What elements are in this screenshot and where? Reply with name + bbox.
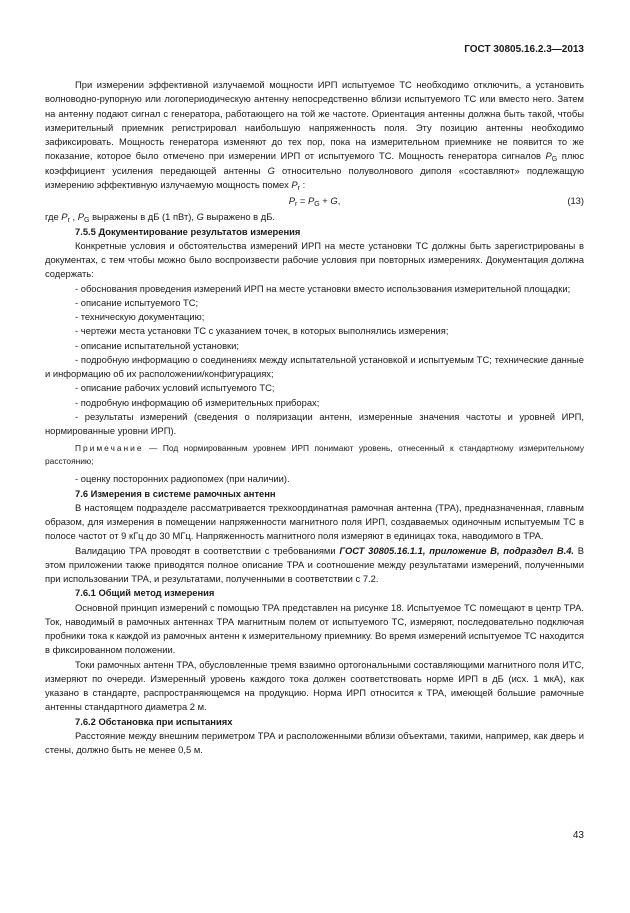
- equation-13: [45, 194, 584, 208]
- equation-where: где $P_r$ , $P_G$ выражены в дБ (1 пВт), G выражено в дБ.: [45, 211, 275, 225]
- list-item: - чертежи места установки ТС с указанием точек, в которых выполнялись измерения;: [75, 325, 449, 337]
- paragraph-7-6-b: Валидацию ТРА проводят в соответствии с требованиями ГОСТ 30805.16.1.1, приложение В, подраздел В.4. В этом приложении также приводятся полное описание ТРА и соотношение между результатами измерений, полученными при использовании ТРА, и результатами, полученными в соответствии с 7.2.: [45, 544, 585, 584]
- paragraph-7-6-a: В настоящем подразделе рассматривается трехкоординатная рамочная антенна (ТРА), предназначенная, главным образом, для измерения в помещении напряженности магнитного поля ИРП, создаваемых одиночным испытуемым ТС в полосе частот от 9 кГц до 30 МГц. Напряженность магнитного поля измеряют в единицах тока, наводимого в ТРА.: [45, 501, 584, 542]
- page-number: 43: [572, 830, 584, 841]
- list-item: - техническую документацию;: [75, 311, 205, 322]
- paragraph-7-6-2: Расстояние между внешним периметром ТРА и расположенными вблизи объектами, такими, например, как дверь и стены, должно быть не менее 0,5 м.: [45, 729, 584, 755]
- paragraph-7-5-5: Конкретные условия и обстоятельства измерений ИРП на месте установки ТС должны быть зарегистрированы в документах, с тем чтобы можно было воспроизвести рабочие условия при повторных измерениях. Документация должна содержать:: [45, 239, 584, 280]
- list-item: - результаты измерений (сведения о поляризации антенн, измеренные значения частоты и уровней ИРП, нормированные уровни ИРП).: [45, 410, 584, 436]
- document-body: [45, 78, 584, 757]
- paragraph-7-6-1-b: Токи рамочных антенн ТРА, обусловленные тремя взаимно ортогональными составляющими магнитного поля ИТС, измеряют по очереди. Измеренный уровень каждого тока должен соответствовать норме ИРП в дБ (исх. 1 мкА), как указано в стандарте, распространяющемся на продукцию. Норма ИРП относится к ТРА, имеющей большие рамочные антенны стандартного диаметра 2 м.: [45, 658, 584, 713]
- equation-number: (13): [567, 195, 584, 206]
- equation-body: $P_r = P_G + G$,: [288, 195, 341, 208]
- document-page: [45, 0, 584, 913]
- heading-7-6-1: 7.6.1 Общий метод измерения: [75, 587, 215, 599]
- paragraph-7-6-1-a: Основной принцип измерений с помощью ТРА представлен на рисунке 18. Испытуемое ТС помещают в центр ТРА. Ток, наводимый в рамочных антеннах ТРА магнитным полем от испытуемого ТС, измеряют, последовательно подключая пробники тока к каждой из рамочных антенн к измерительному приемнику. Во время измерений испытуемое ТС находится в фиксированном положении.: [45, 601, 584, 656]
- heading-7-6: 7.6 Измерения в системе рамочных антенн: [75, 487, 276, 499]
- heading-7-6-2: 7.6.2 Обстановка при испытаниях: [75, 715, 233, 727]
- note: [45, 442, 584, 468]
- list-item: - подробную информацию о соединениях между испытательной установкой и испытуемым ТС; технические данные и информацию об их расположении/конфигурациях;: [45, 353, 584, 379]
- list-item: - подробную информацию об измерительных приборах;: [75, 396, 320, 408]
- standard-reference: ГОСТ 30805.16.1.1, приложение В, подраздел В.4.: [339, 544, 575, 556]
- note-label: Примечание: [75, 443, 144, 454]
- list-item: - описание рабочих условий испытуемого ТС;: [75, 382, 275, 394]
- heading-7-5-5: 7.5.5 Документирование результатов измерения: [75, 225, 301, 237]
- document-header: ГОСТ 30805.16.2.3—2013: [464, 44, 584, 55]
- paragraph-erp: При измерении эффективной излучаемой мощности ИРП испытуемое ТС необходимо отключить, а установить волноводно-рупорную или логопериодическую антенну непосредственно вблизи испытуемого ТС или вместо него. Затем на антенну подают сигнал с генератора, работающего на той же частоте. Ориентация антенны должна быть такой, чтобы измерительный приемник регистрировал наибольшую напряженность поля. Эту позицию антенны необходимо зафиксировать. Мощность генератора изменяют до тех пор, пока на измерительном приемнике не появится то же показание, которое было отмечено при измерении ИРП от испытуемого ТС. Мощность генератора сигналов $P_G$ плюс коэффициент усиления передающей антенны G относительно полуволнового диполя «составляют» подлежащую измерению эффективную излучаемую мощность помех $P_r$ :: [45, 79, 585, 192]
- list-item: - описание испытуемого ТС;: [75, 296, 199, 308]
- list-item: - обоснования проведения измерений ИРП на месте установки вместо использования измерительной площадки;: [75, 282, 571, 294]
- list-item: - оценку посторонних радиопомех (при наличии).: [75, 473, 290, 485]
- note-text: — Под нормированным уровнем ИРП понимают уровень, отнесенный к стандартному измерительному расстоянию;: [45, 443, 585, 467]
- list-item: - описание испытательной установки;: [75, 339, 239, 351]
